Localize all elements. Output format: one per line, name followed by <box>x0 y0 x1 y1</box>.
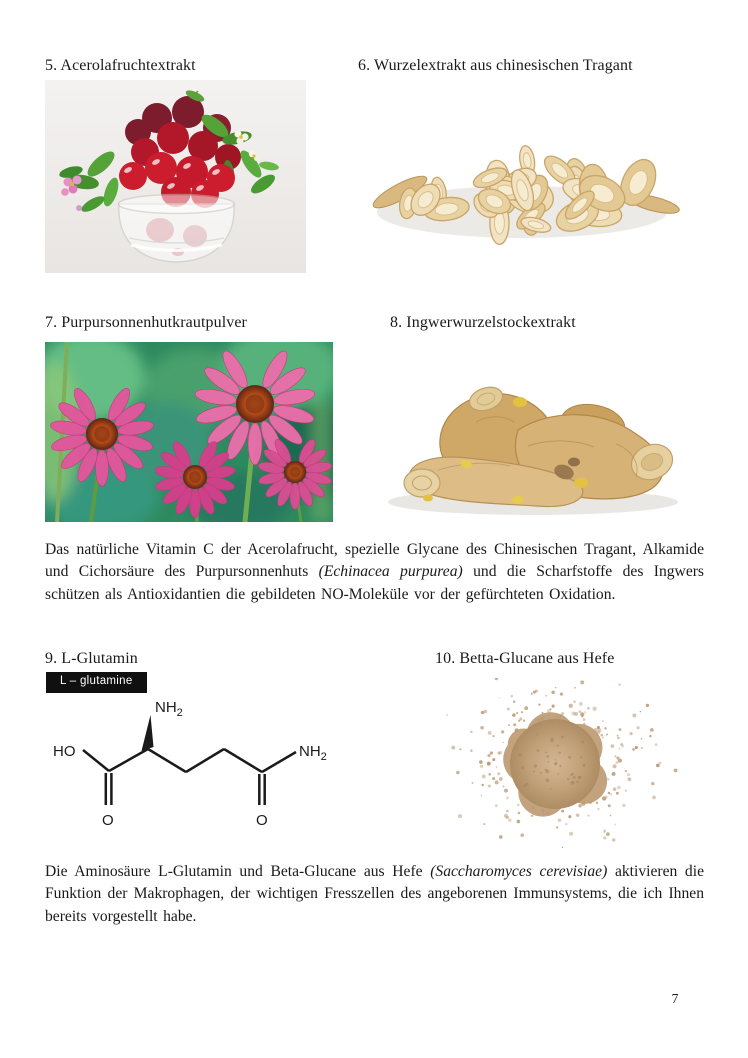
tragant-root-image <box>362 92 695 260</box>
echinacea-image <box>45 342 333 522</box>
paragraph-1-text: Das natürliche Vitamin C der Acerolafrucht, spezielle Glycane des Chinesischen Tragant, Alkamide und Cichorsäure des Purpursonnenhuts <box>45 541 704 581</box>
page-number: 7 <box>671 991 679 1006</box>
amide-label: $NH_2$ <box>299 743 327 763</box>
l-glutamine-badge: L – glutamine <box>46 672 147 693</box>
paragraph-1-text-end: und die Scharfstoffe des Ingwers schützen als Antioxidantien die gebildeten NO-Moleküle vor der gefürchteten Oxidation. <box>45 563 704 603</box>
item-7-heading: 7. Purpursonnenhutkrautpulver <box>45 314 247 331</box>
paragraph-2-text: Die Aminosäure L-Glutamin und Beta-Glucane aus Hefe <box>45 863 431 880</box>
paragraph-1 <box>45 539 704 606</box>
item-5-heading: 5. Acerolafruchtextrakt <box>45 57 196 74</box>
paragraph-2-text-end: aktivieren die Funktion der Makrophagen, der wichtigen Fresszellen des angeborenen Immunsystems, die ich Ihnen bereits vorgestellt habe. <box>45 863 704 925</box>
item-8-heading: 8. Ingwerwurzelstockextrakt <box>390 314 576 331</box>
item-10-heading: 10. Betta-Glucane aus Hefe <box>435 650 615 667</box>
beta-glucan-powder-image <box>420 678 700 850</box>
l-glutamine-structure-image <box>45 692 335 850</box>
stereo-wedge-bond <box>142 715 154 751</box>
hydroxyl-label: HO <box>53 743 76 760</box>
paragraph-1-latin-name: (Echinacea purpurea) <box>318 563 463 581</box>
molecule-bonds <box>83 749 296 805</box>
paragraph-2 <box>45 861 704 928</box>
ginger-image <box>368 352 698 522</box>
item-6-heading: 6. Wurzelextrakt aus chinesischen Tragant <box>358 57 633 74</box>
amide-oxygen-label: O <box>256 812 268 829</box>
amine-label: $NH_2$ <box>155 699 183 719</box>
acerola-image <box>45 80 306 273</box>
item-9-heading: 9. L-Glutamin <box>45 650 138 667</box>
paragraph-2-latin-name: (Saccharomyces cerevisiae) <box>430 863 608 880</box>
carboxyl-oxygen-label: O <box>102 812 114 829</box>
